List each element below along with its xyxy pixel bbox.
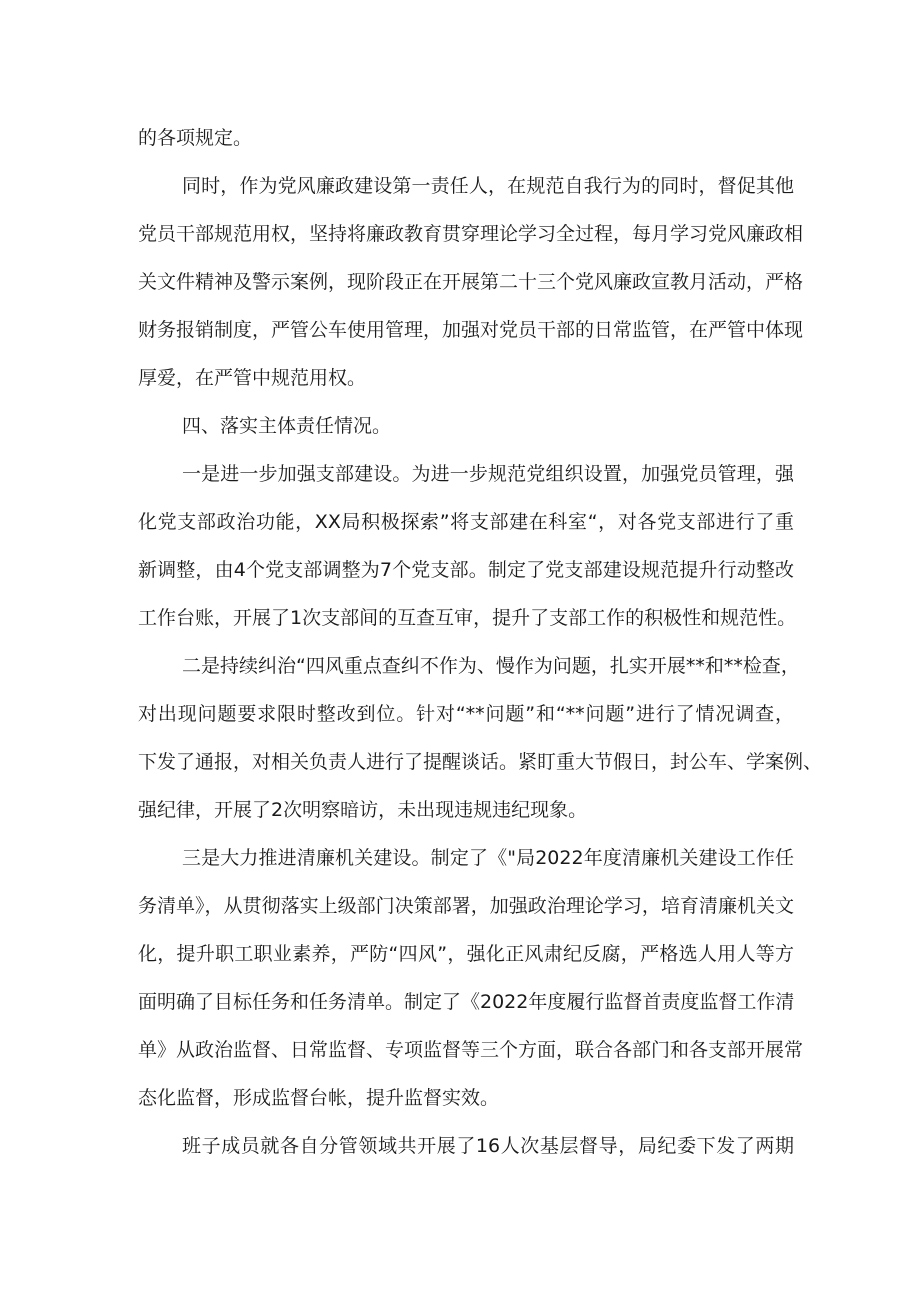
text-line: 下发了通报，对相关负责人进行了提醒谈话。紧盯重大节假日，封公车、学案例、 (138, 751, 823, 773)
text-line: 单》从政治监督、日常监督、专项监督等三个方面，联合各部门和各支部开展常 (138, 1039, 804, 1061)
text-line: 对出现问题要求限时整改到位。针对“**问题”和“**问题”进行了情况调查， (138, 703, 794, 725)
text-line: 态化监督，形成监督台帐，提升监督实效。 (138, 1087, 500, 1109)
text-line: 同时，作为党风廉政建设第一责任人，在规范自我行为的同时，督促其他 (182, 175, 794, 197)
text-line: 关文件精神及警示案例，现阶段正在开展第二十三个党风廉政宣教月活动，严格 (138, 271, 804, 293)
text-line: 班子成员就各自分管领域共开展了16人次基层督导，局纪委下发了两期 (182, 1135, 794, 1157)
text-line: 厚爱，在严管中规范用权。 (138, 367, 367, 389)
text-line: 新调整，由4个党支部调整为7个党支部。制定了党支部建设规范提升行动整改 (138, 559, 794, 581)
text-line: 二是持续纠治“四风重点查纠不作为、慢作为问题，扎实开展**和**检查， (182, 655, 800, 677)
text-line: 的各项规定。 (138, 127, 253, 149)
text-line: 三是大力推进清廉机关建设。制定了《"局2022年度清廉机关建设工作任 (182, 847, 794, 869)
text-line: 强纪律，开展了2次明察暗访，未出现违规违纪现象。 (138, 799, 588, 821)
text-line: 一是进一步加强支部建设。为进一步规范党组织设置，加强党员管理，强 (182, 463, 794, 485)
text-line: 党员干部规范用权，坚持将廉政教育贯穿理论学习全过程，每月学习党风廉政相 (138, 223, 804, 245)
text-line: 财务报销制度，严管公车使用管理，加强对党员干部的日常监管，在严管中体现 (138, 319, 804, 341)
section-heading: 四、落实主体责任情况。 (182, 415, 392, 437)
text-line: 化，提升职工职业素养，严防“四风”，强化正风肃纪反腐，严格选人用人等方 (138, 943, 794, 965)
text-line: 化党支部政治功能，XX局积极探索”将支部建在科室“，对各党支部进行了重 (138, 511, 794, 533)
text-line: 务清单》，从贯彻落实上级部门决策部署，加强政治理论学习，培育清廉机关文 (138, 895, 794, 917)
text-line: 面明确了目标任务和任务清单。制定了《2022年度履行监督首责度监督工作清 (138, 991, 795, 1013)
text-line: 工作台账，开展了1次支部间的互查互审，提升了支部工作的积极性和规范性。 (138, 607, 797, 629)
